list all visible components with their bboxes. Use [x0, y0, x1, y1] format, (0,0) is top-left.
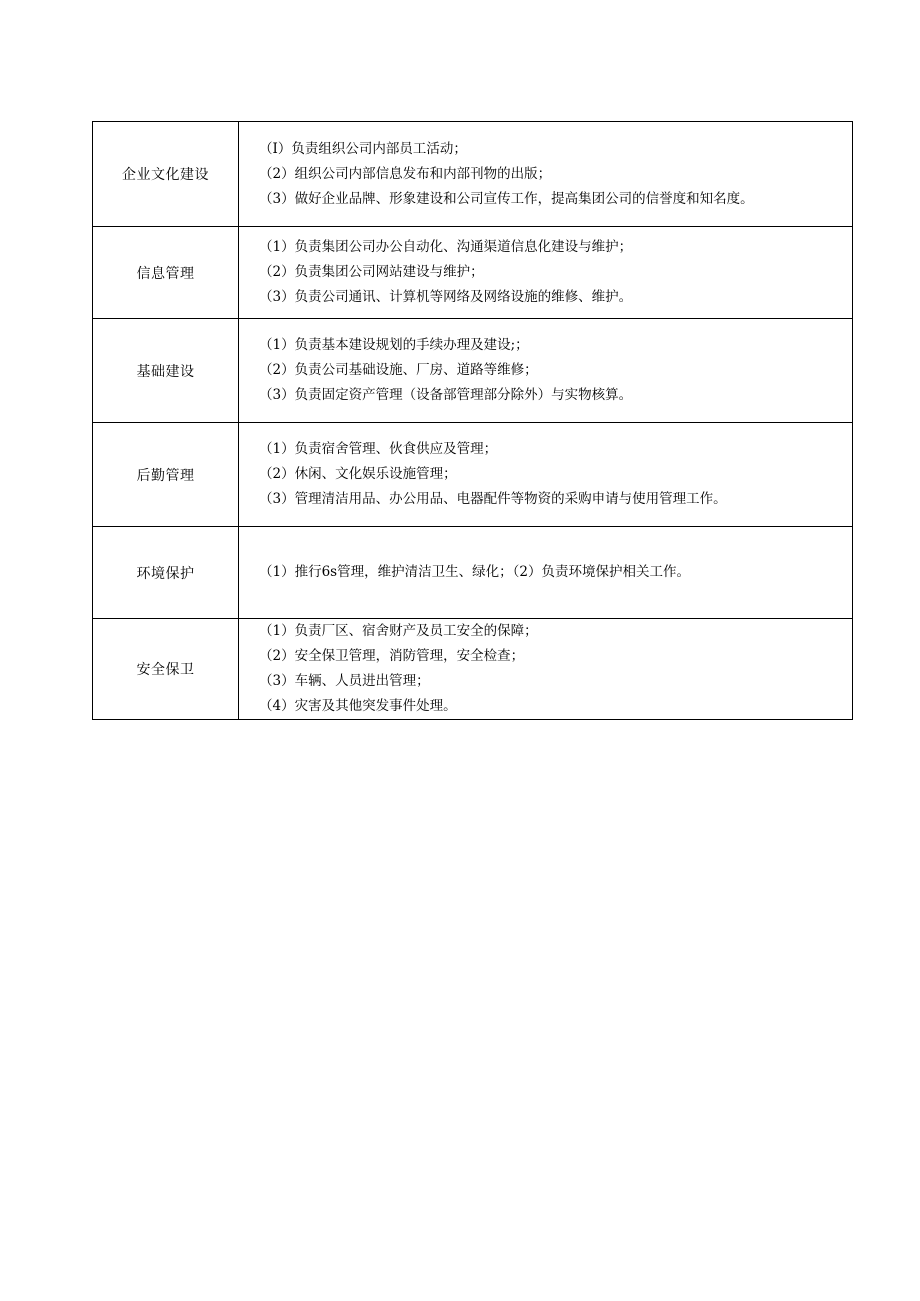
duty-item: （3）车辆、人员进出管理； — [259, 673, 430, 689]
department-cell: 环境保护 — [93, 527, 239, 619]
duties-cell — [239, 527, 853, 619]
duty-item: （1）推行6s管理，维护清洁卫生、绿化；（2）负责环境保护相关工作。 — [259, 564, 690, 580]
duty-item: （1）负责厂区、宿舍财产及员工安全的保障； — [259, 623, 538, 639]
department-cell: 信息管理 — [93, 227, 239, 319]
duties-cell — [239, 423, 853, 527]
table-row — [93, 619, 853, 720]
duty-item: （4）灾害及其他突发事件处理。 — [259, 698, 457, 714]
duty-item: （2）负责公司基础设施、厂房、道路等维修； — [259, 362, 538, 378]
duty-item: （3）负责公司通讯、计算机等网络及网络设施的维修、维护。 — [259, 289, 633, 305]
duties-cell — [239, 319, 853, 423]
department-cell: 后勤管理 — [93, 423, 239, 527]
duty-item: （3）负责固定资产管理（设备部管理部分除外）与实物核算。 — [259, 387, 633, 403]
department-cell: 企业文化建设 — [93, 122, 239, 227]
duty-item: （I）负责组织公司内部员工活动； — [259, 140, 467, 157]
duty-item: （2）组织公司内部信息发布和内部刊物的出版； — [259, 165, 552, 182]
table-row — [93, 122, 853, 227]
duty-item: （3）管理清洁用品、办公用品、电器配件等物资的采购申请与使用管理工作。 — [259, 491, 727, 507]
duty-item: （2）休闲、文化娱乐设施管理； — [259, 466, 457, 482]
table-row — [93, 423, 853, 527]
duty-table — [92, 121, 853, 720]
table-row — [93, 527, 853, 619]
duty-item: （1）负责宿舍管理、伙食供应及管理； — [259, 441, 498, 457]
duty-item: （1）负责集团公司办公自动化、沟通渠道信息化建设与维护； — [259, 239, 633, 255]
duty-item: （2）安全保卫管理，消防管理，安全检查； — [259, 648, 525, 664]
department-cell: 基础建设 — [93, 319, 239, 423]
department-cell: 安全保卫 — [93, 619, 239, 720]
duties-cell — [239, 227, 853, 319]
table-row — [93, 227, 853, 319]
table-row — [93, 319, 853, 423]
duty-item: （1）负责基本建设规划的手续办理及建设;； — [259, 337, 529, 353]
duty-item: （3）做好企业品牌、形象建设和公司宣传工作，提高集团公司的信誉度和知名度。 — [259, 190, 754, 207]
duties-cell — [239, 619, 853, 720]
duty-item: （2）负责集团公司网站建设与维护； — [259, 264, 484, 280]
duties-cell — [239, 122, 853, 227]
